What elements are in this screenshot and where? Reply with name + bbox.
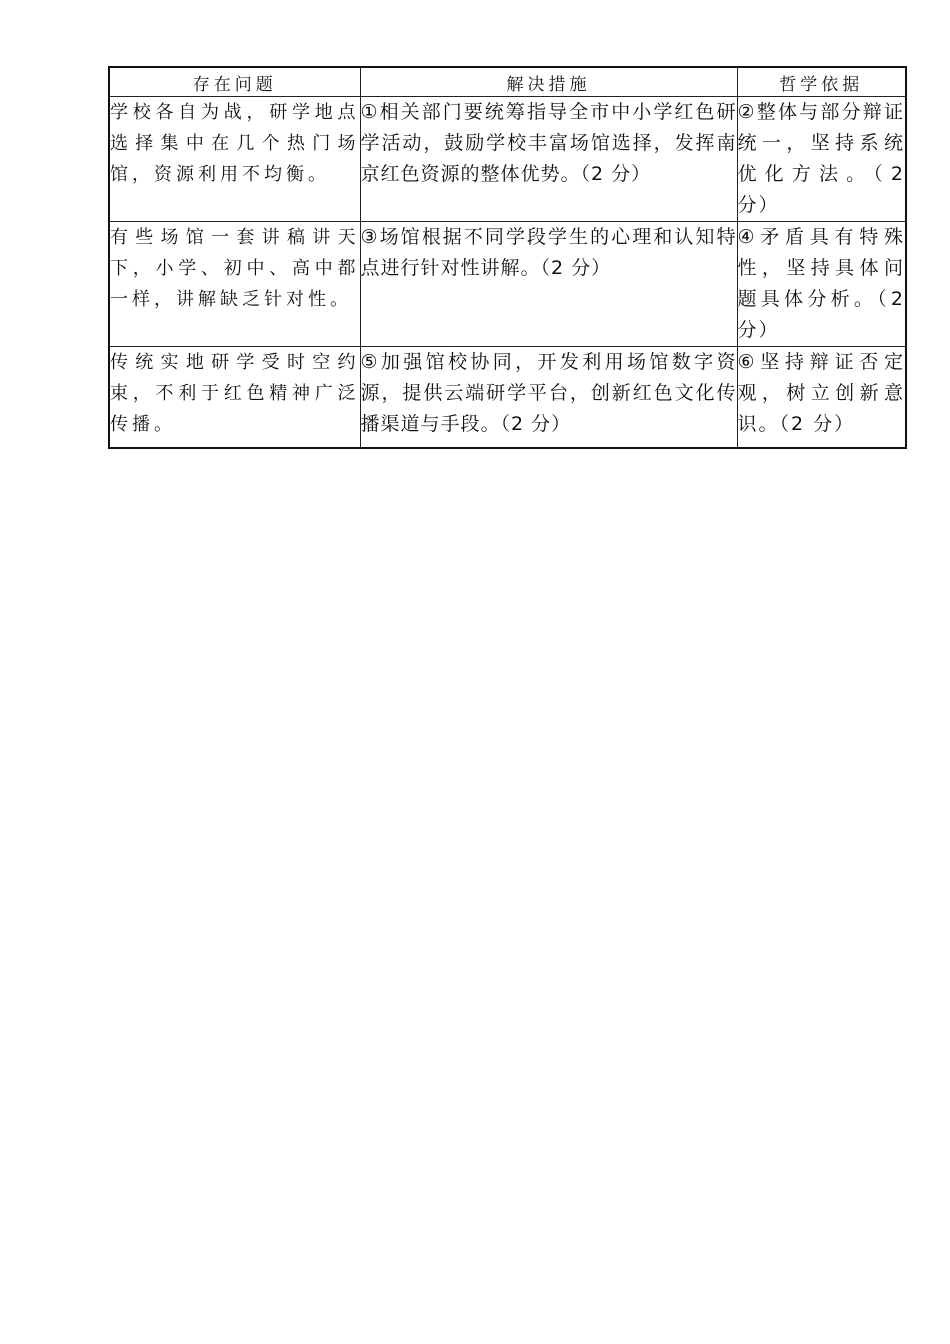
problem-cell: 传统实地研学受时空约束，不利于红色精神广泛传播。 bbox=[109, 347, 360, 449]
problem-cell: 有些场馆一套讲稿讲天下，小学、初中、高中都一样，讲解缺乏针对性。 bbox=[109, 222, 360, 347]
measure-cell: ⑤加强馆校协同，开发利用场馆数字资源，提供云端研学平台，创新红色文化传播渠道与手段。（2 分） bbox=[360, 347, 737, 449]
measure-cell: ①相关部门要统筹指导全市中小学红色研学活动，鼓励学校丰富场馆选择，发挥南京红色资源的整体优势。（2 分） bbox=[360, 97, 737, 222]
table-row bbox=[109, 347, 906, 449]
table-row bbox=[109, 97, 906, 222]
table-header-row bbox=[109, 67, 906, 97]
table-row bbox=[109, 222, 906, 347]
measure-cell: ③场馆根据不同学段学生的心理和认知特点进行针对性讲解。（2 分） bbox=[360, 222, 737, 347]
problem-cell: 学校各自为战，研学地点选择集中在几个热门场馆，资源利用不均衡。 bbox=[109, 97, 360, 222]
basis-cell: ④矛盾具有特殊性，坚持具体问题具体分析。（2 分） bbox=[737, 222, 906, 347]
answer-table bbox=[108, 66, 907, 449]
header-measure: 解决措施 bbox=[360, 67, 737, 97]
header-problem: 存在问题 bbox=[109, 67, 360, 97]
basis-cell: ⑥坚持辩证否定观，树立创新意识。（2 分） bbox=[737, 347, 906, 449]
basis-cell: ②整体与部分辩证统一，坚持系统优化方法。（2 分） bbox=[737, 97, 906, 222]
header-basis: 哲学依据 bbox=[737, 67, 906, 97]
